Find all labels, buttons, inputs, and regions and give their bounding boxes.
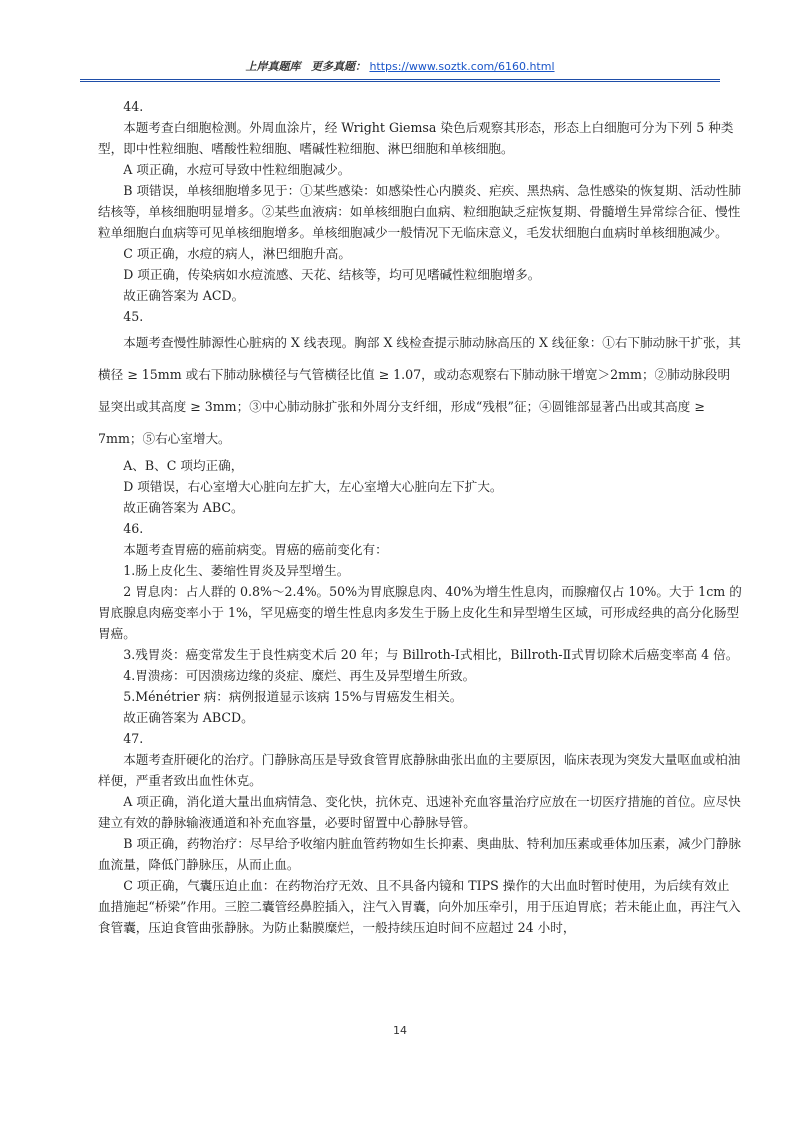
explanation-paragraph: 3.残胃炎：癌变常发生于良性病变术后 20 年；与 Billroth-Ⅰ式相比，Billroth-Ⅱ式胃切除术后癌变率高 4 倍。: [123, 647, 739, 662]
page-header: [80, 58, 720, 82]
explanation-paragraph: 本题考查慢性肺源性心脏病的 X 线表现。胸部 X 线检查提示肺动脉高压的 X 线征象：①右下肺动脉干扩张，其横径 ≥ 15mm 或右下肺动脉横径与气管横径比值 ≥ 1.07，或动态观察右下肺动脉干增宽＞2mm；②肺动脉段明显突出或其高度 ≥ 3mm；③中心肺动脉扩张和外周分支纤细，形成“残根”征；④圆锥部显著凸出或其高度 ≥ 7mm；⑤右心室增大。: [98, 335, 741, 446]
answer-line: 故正确答案为 ABCD。: [123, 710, 254, 725]
answer-line: 故正确答案为 ACD。: [123, 288, 245, 303]
explanation-paragraph: 2 胃息肉：占人群的 0.8%～2.4%。50%为胃底腺息肉、40%为增生性息肉，而腺瘤仅占 10%。大于 1cm 的胃底腺息肉癌变率小于 1%，罕见癌变的增生性息肉多发生于肠上皮化生和异型增生区域，可形成经典的高分化肠型胃癌。: [98, 584, 742, 641]
header-url-link[interactable]: https://www.soztk.com/6160.html: [369, 60, 555, 73]
header-more-label: 更多真题：: [310, 60, 366, 73]
explanation-paragraph: C 项正确，水痘的病人，淋巴细胞升高。: [123, 246, 351, 261]
question-number: 45.: [123, 309, 144, 324]
explanation-paragraph: 5.Ménétrier 病：病例报道显示该病 15%与胃癌发生相关。: [123, 689, 463, 704]
explanation-paragraph: A、B、C 项均正确，: [123, 458, 244, 473]
explanation-paragraph: 本题考查白细胞检测。外周血涂片，经 Wright Giemsa 染色后观察其形态，形态上白细胞可分为下列 5 种类型，即中性粒细胞、嗜酸性粒细胞、嗜碱性粒细胞、淋巴细胞和单核细胞。: [98, 120, 734, 156]
header-site-name: 上岸真题库: [245, 60, 301, 73]
question-number: 44.: [123, 99, 144, 114]
page-number: 14: [393, 1024, 407, 1037]
explanation-paragraph: A 项正确，水痘可导致中性粒细胞减少。: [123, 162, 351, 177]
explanation-paragraph: B 项正确，药物治疗：尽早给予收缩内脏血管药物如生长抑素、奥曲肽、特利加压素或垂体加压素，减少门静脉血流量，降低门静脉压，从而止血。: [98, 836, 741, 872]
explanation-paragraph: 本题考查肝硬化的治疗。门静脉高压是导致食管胃底静脉曲张出血的主要原因，临床表现为突发大量呕血或柏油样便，严重者致出血性休克。: [98, 752, 741, 788]
explanation-paragraph: 4.胃溃疡：可因溃疡边缘的炎症、糜烂、再生及异型增生所致。: [123, 668, 476, 683]
explanation-paragraph: B 项错误，单核细胞增多见于：①某些感染：如感染性心内膜炎、疟疾、黑热病、急性感染的恢复期、活动性肺结核等，单核细胞明显增多。②某些血液病：如单核细胞白血病、粒细胞缺乏症恢复期、骨髓增生异常综合征、慢性粒单细胞白血病等可见单核细胞增多。单核细胞减少一般情况下无临床意义，毛发状细胞白血病时单核细胞减少。: [98, 183, 741, 240]
answer-line: 故正确答案为 ABC。: [123, 500, 244, 515]
document-body: [98, 96, 742, 938]
explanation-paragraph: D 项正确，传染病如水痘流感、天花、结核等，均可见嗜碱性粒细胞增多。: [123, 267, 541, 282]
explanation-paragraph: 1.肠上皮化生、萎缩性胃炎及异型增生。: [123, 563, 350, 578]
header-divider: [80, 79, 720, 82]
explanation-paragraph: D 项错误，右心室增大心脏向左扩大，左心室增大心脏向左下扩大。: [123, 479, 503, 494]
question-number: 47.: [123, 731, 144, 746]
explanation-paragraph: A 项正确，消化道大量出血病情急、变化快，抗休克、迅速补充血容量治疗应放在一切医疗措施的首位。应尽快建立有效的静脉输液通道和补充血容量，必要时留置中心静脉导管。: [98, 794, 741, 830]
explanation-paragraph: 本题考查胃癌的癌前病变。胃癌的癌前变化有：: [123, 542, 388, 557]
question-number: 46.: [123, 521, 144, 536]
explanation-paragraph: C 项正确，气囊压迫止血：在药物治疗无效、且不具备内镜和 TIPS 操作的大出血时暂时使用，为后续有效止血措施起“桥梁”作用。三腔二囊管经鼻腔插入，注气入胃囊，向外加压牵引，用于压迫胃底；若未能止血，再注气入食管囊，压迫食管曲张静脉。为防止黏膜糜烂，一般持续压迫时间不应超过 24 小时，: [98, 878, 741, 935]
